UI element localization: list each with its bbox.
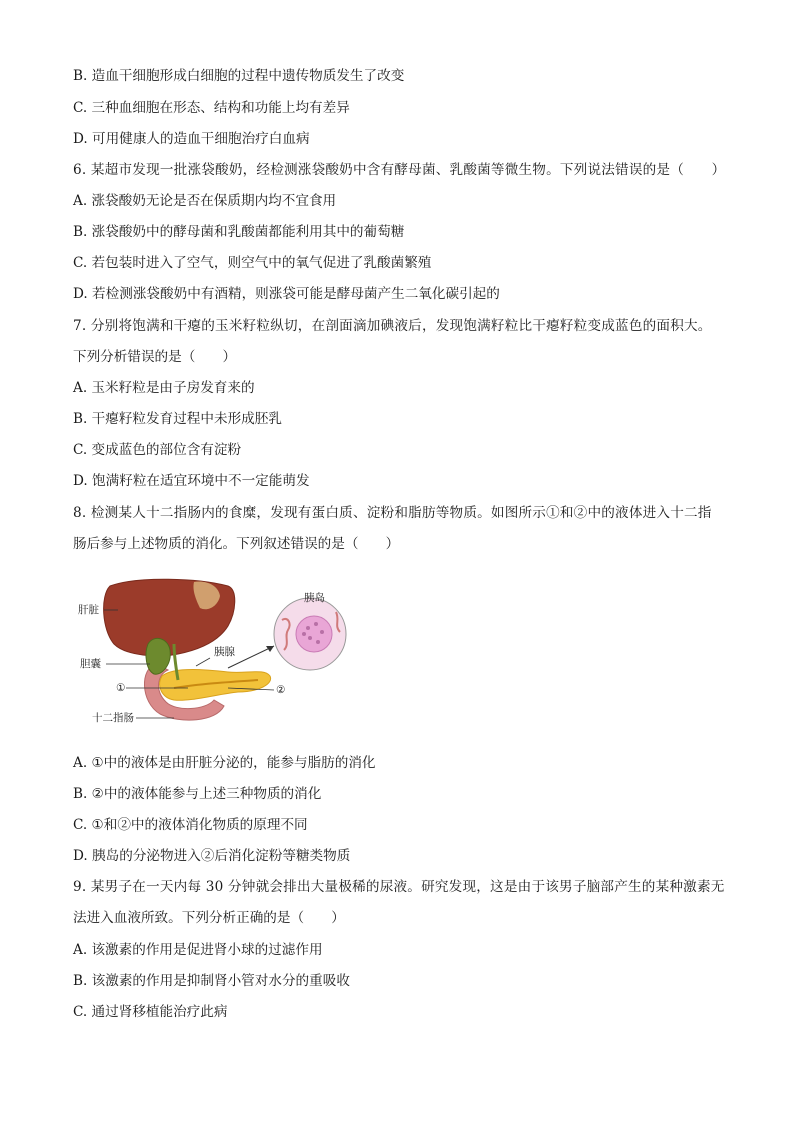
label-gallbladder: 胆囊	[80, 658, 101, 670]
question-6-stem: 6. 某超市发现一批涨袋酸奶，经检测涨袋酸奶中含有酵母菌、乳酸菌等微生物。下列说法错误的是（ ）	[73, 162, 726, 178]
option-6a: A. 涨袋酸奶无论是否在保质期内均不宜食用	[73, 193, 337, 209]
label-duct-2: ②	[276, 684, 286, 696]
option-6d: D. 若检测涨袋酸奶中有酒精，则涨袋可能是酵母菌产生二氧化碳引起的	[73, 286, 500, 302]
label-pancreas: 胰腺	[214, 646, 235, 658]
option-5c: C. 三种血细胞在形态、结构和功能上均有差异	[73, 100, 350, 116]
question-8-stem-line1: 8. 检测某人十二指肠内的食糜，发现有蛋白质、淀粉和脂肪等物质。如图所示①和②中的液体进入十二指	[73, 505, 712, 521]
option-8d: D. 胰岛的分泌物进入②后消化淀粉等糖类物质	[73, 848, 351, 864]
question-7-stem-line1: 7. 分别将饱满和干瘪的玉米籽粒纵切，在剖面滴加碘液后，发现饱满籽粒比干瘪籽粒变成蓝色的面积大。	[73, 318, 712, 334]
option-8a: A. ①中的液体是由肝脏分泌的，能参与脂肪的消化	[73, 755, 376, 771]
option-5b: B. 造血干细胞形成白细胞的过程中遗传物质发生了改变	[73, 68, 405, 84]
option-7d: D. 饱满籽粒在适宜环境中不一定能萌发	[73, 473, 310, 489]
option-5d: D. 可用健康人的造血干细胞治疗白血病	[73, 131, 310, 147]
option-9b: B. 该激素的作用是抑制肾小管对水分的重吸收	[73, 973, 350, 989]
option-7b: B. 干瘪籽粒发育过程中未形成胚乳	[73, 411, 282, 427]
label-islet: 胰岛	[304, 592, 325, 604]
question-8-stem-line2: 肠后参与上述物质的消化。下列叙述错误的是（ ）	[73, 536, 400, 552]
option-8b: B. ②中的液体能参与上述三种物质的消化	[73, 786, 322, 802]
question-7-stem-line2: 下列分析错误的是（ ）	[73, 349, 237, 365]
option-7a: A. 玉米籽粒是由子房发育来的	[73, 380, 255, 396]
option-6b: B. 涨袋酸奶中的酵母菌和乳酸菌都能利用其中的葡萄糖	[73, 224, 405, 240]
question-9-stem-line2: 法进入血液所致。下列分析正确的是（ ）	[73, 910, 345, 926]
question-9-stem-line1: 9. 某男子在一天内每 30 分钟就会排出大量极稀的尿液。研究发现，这是由于该男子脑部产生的某种激素无	[73, 879, 725, 895]
label-duct-1: ①	[116, 682, 126, 694]
digestive-organs-figure	[78, 572, 378, 732]
option-8c: C. ①和②中的液体消化物质的原理不同	[73, 817, 308, 833]
option-7c: C. 变成蓝色的部位含有淀粉	[73, 442, 242, 458]
option-9a: A. 该激素的作用是促进肾小球的过滤作用	[73, 942, 323, 958]
label-duodenum: 十二指肠	[92, 712, 134, 724]
option-9c: C. 通过肾移植能治疗此病	[73, 1004, 228, 1020]
islet-cluster	[296, 616, 332, 652]
option-6c: C. 若包装时进入了空气，则空气中的氧气促进了乳酸菌繁殖	[73, 255, 432, 271]
label-liver: 肝脏	[78, 604, 99, 616]
